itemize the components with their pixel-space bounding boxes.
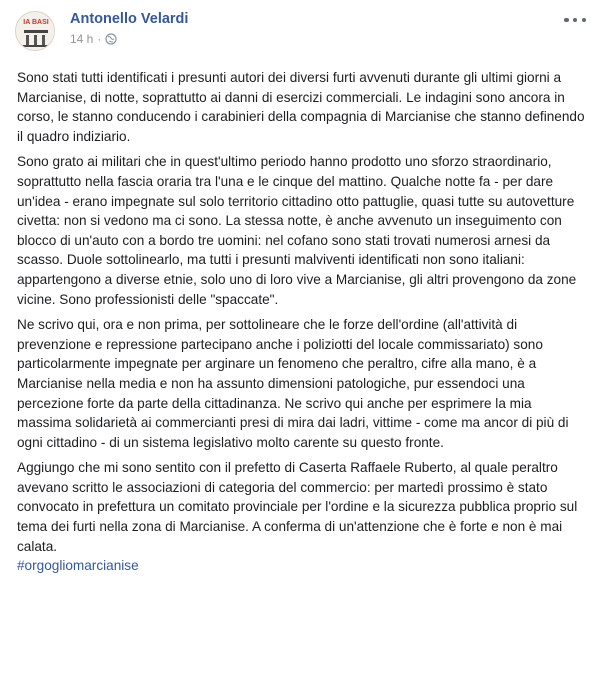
meta-separator: · bbox=[97, 32, 102, 46]
post-body bbox=[17, 68, 587, 576]
post-paragraph: Sono stati tutti identificati i presunti autori dei diversi furti avvenuti durante gli ultimi giorni a Marcianise, di notte, soprattutto ai danni di esercizi commerciali. Le indagini sono ancora in corso, le stanno conducendo i carabinieri della compagnia di Marcianise che stanno definendo il quadro indiziario. bbox=[17, 70, 585, 144]
hashtag-link[interactable]: #orgogliomarcianise bbox=[17, 558, 139, 574]
avatar[interactable] bbox=[15, 11, 55, 51]
globe-icon[interactable] bbox=[105, 33, 117, 45]
post-timestamp[interactable]: 14 h bbox=[70, 32, 94, 46]
avatar-logo-text: IA BASI bbox=[23, 19, 49, 26]
post-meta bbox=[70, 32, 117, 46]
post-paragraph: Ne scrivo qui, ora e non prima, per sottolineare che le forze dell'ordine (all'attività di prevenzione e repressione partecipano anche i poliziotti del locale commissariato) sono particolarmente impegnate per arginare un fenomeno che peraltro, cifre alla mano, è a Marcianise nella media e non ha assunto dimensioni patologiche, pur essendoci una percezione forte da parte della cittadinanza. Ne scrivo qui anche per esprimere la mia massima solidarietà ai commercianti presi di mira dai ladri, vittime - come ma ancor di più di ogni cittadino - di un sistema legislativo molto carente su questo fronte. bbox=[17, 317, 569, 450]
post-header bbox=[0, 0, 600, 62]
author-name-link[interactable]: Antonello Velardi bbox=[70, 11, 189, 27]
more-horizontal-icon[interactable] bbox=[564, 14, 586, 26]
post-paragraph: Sono grato ai militari che in quest'ultimo periodo hanno prodotto uno sforzo straordinario, soprattutto nella fascia oraria tra l'una e le cinque del mattino. Qualche notte fa - per dare un'idea - erano impegnate sul solo territorio cittadino otto pattuglie, quasi tutte su autovetture civetta: non si vedono ma ci sono. La stessa notte, è anche avvenuto un inseguimento con blocco di un'auto con a bordo tre uomini: nel cofano sono stati trovati numerosi arnesi da scasso. Duole sottolinearlo, ma tutti i presunti malviventi identificati non sono italiani: appartengono a diverse etnie, solo uno di loro vive a Marcianise, gli altri provengono da zone vicine. Sono professionisti delle "spaccate". bbox=[17, 154, 577, 307]
avatar-logo-icon bbox=[16, 12, 55, 51]
post-paragraph: Aggiungo che mi sono sentito con il prefetto di Caserta Raffaele Ruberto, al quale peraltro avevano scritto le associazioni di categoria del commercio: per martedì prossimo è stato convocato in prefettura un comitato provinciale per l'ordine e la sicurezza pubblica proprio sul tema dei furti nella zona di Marcianise. A conferma di un'attenzione che è forte e non è mai calata. bbox=[17, 460, 578, 554]
